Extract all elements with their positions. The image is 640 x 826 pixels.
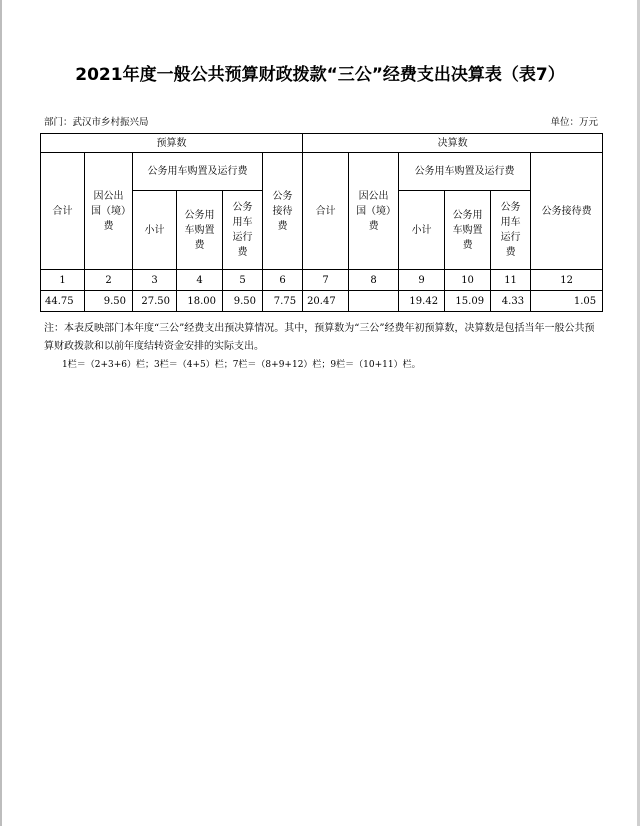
col-number: 12 bbox=[531, 270, 603, 291]
unit-label: 单位：万元 bbox=[550, 117, 598, 128]
col-number: 4 bbox=[177, 270, 223, 291]
col-number: 9 bbox=[399, 270, 445, 291]
budget-group-header: 预算数 bbox=[41, 134, 303, 153]
budget-reception-header: 公务接待费 bbox=[263, 153, 303, 270]
col-number: 10 bbox=[445, 270, 491, 291]
value-cell: 4.33 bbox=[491, 291, 531, 312]
report-title: 2021年度一般公共预算财政拨款“三公”经费支出决算表（表7） bbox=[75, 65, 565, 85]
value-cell: 27.50 bbox=[133, 291, 177, 312]
col-number: 2 bbox=[85, 270, 133, 291]
group-header-row bbox=[41, 134, 603, 153]
value-cell: 19.42 bbox=[399, 291, 445, 312]
expense-table bbox=[40, 133, 603, 312]
final-total-header: 合计 bbox=[303, 153, 349, 270]
budget-vehicle-run-header: 公务用车运行费 bbox=[223, 191, 263, 270]
table-note: 注：本表反映部门本年度“三公”经费支出预决算情况。其中，预算数为“三公”经费年初预算数，决算数是包括当年一般公共预算财政拨款和以前年度结转资金安排的实际支出。 bbox=[44, 323, 595, 352]
value-cell: 1.05 bbox=[531, 291, 603, 312]
value-cell: 20.47 bbox=[303, 291, 349, 312]
department-label: 部门：武汉市乡村振兴局 bbox=[44, 117, 149, 128]
col-number: 11 bbox=[491, 270, 531, 291]
col-number: 6 bbox=[263, 270, 303, 291]
column-header-row bbox=[41, 153, 603, 191]
final-vehicle-purchase-header: 公务用车购置费 bbox=[445, 191, 491, 270]
col-number: 8 bbox=[349, 270, 399, 291]
value-cell bbox=[349, 291, 399, 312]
value-cell: 44.75 bbox=[41, 291, 85, 312]
value-cell: 9.50 bbox=[85, 291, 133, 312]
budget-vehicle-purchase-header: 公务用车购置费 bbox=[177, 191, 223, 270]
value-cell: 7.75 bbox=[263, 291, 303, 312]
value-cell: 9.50 bbox=[223, 291, 263, 312]
column-number-row bbox=[41, 270, 603, 291]
col-number: 3 bbox=[133, 270, 177, 291]
budget-total-header: 合计 bbox=[41, 153, 85, 270]
final-subtotal-header: 小计 bbox=[399, 191, 445, 270]
final-group-header: 决算数 bbox=[303, 134, 603, 153]
final-vehicle-group-header: 公务用车购置及运行费 bbox=[399, 153, 531, 191]
col-number: 5 bbox=[223, 270, 263, 291]
formula-note: 1栏＝（2+3+6）栏；3栏＝（4+5）栏；7栏＝（8+9+12）栏；9栏＝（10+11）栏。 bbox=[62, 360, 421, 370]
final-vehicle-run-header: 公务用车运行费 bbox=[491, 191, 531, 270]
final-reception-header: 公务接待费 bbox=[531, 153, 603, 270]
col-number: 7 bbox=[303, 270, 349, 291]
value-cell: 18.00 bbox=[177, 291, 223, 312]
value-row bbox=[41, 291, 603, 312]
final-abroad-header: 因公出国（境）费 bbox=[349, 153, 399, 270]
budget-subtotal-header: 小计 bbox=[133, 191, 177, 270]
value-cell: 15.09 bbox=[445, 291, 491, 312]
budget-abroad-header: 因公出国（境）费 bbox=[85, 153, 133, 270]
col-number: 1 bbox=[41, 270, 85, 291]
budget-vehicle-group-header: 公务用车购置及运行费 bbox=[133, 153, 263, 191]
page-edge-left bbox=[0, 0, 2, 826]
